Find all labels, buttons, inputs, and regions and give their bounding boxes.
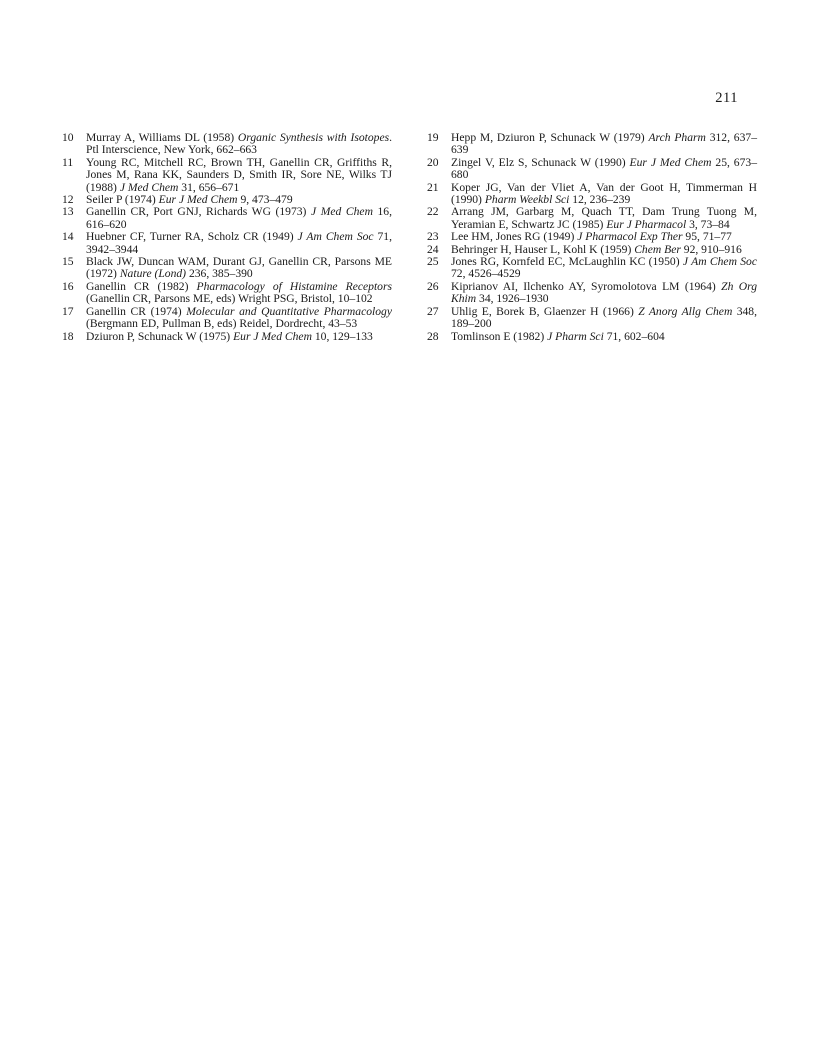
reference-text (86, 281, 392, 306)
reference-text-segment: Koper JG, Van der Vliet A, Van der Goot H, Timmerman H (1990) (451, 180, 757, 207)
reference-entry (62, 331, 392, 343)
reference-text-segment: Hepp M, Dziuron P, Schunack W (1979) (451, 131, 649, 144)
reference-text-segment: Ganellin CR (1974) (86, 304, 187, 318)
reference-number: 13 (62, 205, 74, 219)
reference-text-segment: Zingel V, Elz S, Schunack W (1990) (451, 155, 630, 169)
reference-text-segment: 3, 73–84 (686, 217, 730, 231)
reference-number: 10 (62, 131, 74, 144)
reference-title-italic: Z Anorg Allg Chem (638, 304, 733, 318)
reference-text-segment: Huebner CF, Turner RA, Scholz CR (1949) (86, 230, 298, 244)
reference-title-italic: Pharm Weekbl Sci (484, 193, 570, 207)
reference-text-segment: 10, 129–133 (311, 329, 373, 343)
reference-text (86, 132, 392, 157)
reference-text-segment: Black JW, Duncan WAM, Durant GJ, Ganellin CR, Parsons ME (1972) (86, 255, 392, 281)
reference-text-segment: 92, 910–916 (680, 242, 742, 256)
reference-text (451, 182, 757, 207)
reference-column-left (62, 132, 392, 343)
reference-text-segment: Arrang JM, Garbarg M, Quach TT, Dam Trung Tuong M, Yeramian E, Schwartz JC (1985) (451, 205, 757, 231)
reference-title-italic: J Am Chem Soc (297, 230, 374, 244)
reference-text-segment: 71, 3942–3944 (86, 230, 392, 256)
reference-entry (62, 132, 392, 157)
reference-title-italic: J Pharm Sci (547, 329, 604, 343)
reference-title-italic: Nature (Lond) (119, 267, 187, 281)
reference-text-segment: Murray A, Williams DL (1958) (86, 131, 238, 144)
reference-number: 14 (62, 230, 74, 244)
reference-text-segment: 31, 656–671 (178, 180, 240, 194)
reference-title-italic: Zh Org Khim (451, 279, 757, 306)
reference-text-segment: 16, 616–620 (86, 205, 392, 231)
reference-text (451, 306, 757, 331)
reference-number: 18 (62, 329, 74, 343)
page-number: 211 (715, 90, 738, 106)
reference-entry (427, 256, 757, 281)
reference-text-segment: Behringer H, Hauser L, Kohl K (1959) (451, 242, 635, 256)
reference-title-italic: Arch Pharm (648, 131, 706, 144)
reference-number: 28 (427, 329, 439, 343)
reference-text-segment: 9, 473–479 (237, 193, 293, 207)
reference-text-segment: Dziuron P, Schunack W (1975) (86, 329, 234, 343)
reference-entry (427, 331, 757, 343)
reference-text (451, 132, 757, 157)
reference-text (86, 331, 392, 343)
reference-text-segment: Jones RG, Kornfeld EC, McLaughlin KC (1950) (451, 255, 683, 269)
reference-entry (427, 281, 757, 306)
reference-title-italic: J Pharmacol Exp Ther (577, 230, 683, 244)
reference-text-segment: Kiprianov AI, Ilchenko AY, Syromolotova LM (1964) (451, 279, 722, 293)
reference-text-segment: 71, 602–604 (603, 329, 665, 343)
reference-entry (62, 256, 392, 281)
reference-text (86, 256, 392, 281)
reference-entry (427, 206, 757, 231)
reference-number: 11 (62, 155, 74, 169)
reference-number: 27 (427, 304, 439, 318)
reference-title-italic: J Am Chem Soc (682, 255, 758, 269)
reference-text-segment: 312, 637–639 (451, 131, 757, 157)
reference-title-italic: Eur J Med Chem (233, 329, 312, 343)
reference-entry (427, 306, 757, 331)
reference-text-segment: 25, 673–680 (451, 155, 757, 182)
reference-text (86, 157, 392, 194)
reference-entry (62, 231, 392, 256)
reference-title-italic: Eur J Med Chem (158, 193, 238, 207)
reference-number: 15 (62, 255, 74, 269)
reference-entry (62, 281, 392, 306)
reference-number: 20 (427, 155, 439, 169)
reference-number: 24 (427, 242, 439, 256)
reference-text (451, 331, 757, 343)
reference-text (86, 206, 392, 231)
reference-entry (427, 132, 757, 157)
reference-entry (62, 306, 392, 331)
reference-number: 19 (427, 131, 439, 144)
reference-text-segment: 34, 1926–1930 (476, 292, 549, 306)
reference-number: 12 (62, 193, 74, 207)
reference-text-segment: Ganellin CR, Port GNJ, Richards WG (1973) (86, 205, 311, 219)
reference-entry (427, 157, 757, 182)
reference-title-italic: Molecular and Quantitative Pharmacology (186, 304, 392, 318)
reference-list (62, 132, 757, 343)
reference-text-segment: 348, 189–200 (451, 304, 758, 331)
reference-text-segment: Young RC, Mitchell RC, Brown TH, Ganellin CR, Griffiths R, Jones M, Rana KK, Saunders D, Smith IR, Sore NE, Wilks TJ (1988) (86, 155, 392, 194)
reference-text (451, 256, 757, 281)
reference-number: 25 (427, 255, 439, 269)
reference-text-segment: 236, 385–390 (186, 267, 253, 281)
reference-text-segment: Tomlinson E (1982) (451, 329, 548, 343)
reference-number: 26 (427, 279, 439, 293)
reference-text-segment: (Bergmann ED, Pullman B, eds) Reidel, Dordrecht, 43–53 (86, 317, 358, 331)
reference-text (451, 281, 757, 306)
reference-text-segment: 72, 4526–4529 (451, 267, 521, 281)
reference-text-segment: (Ganellin CR, Parsons ME, eds) Wright PSG, Bristol, 10–102 (86, 292, 373, 306)
reference-text-segment: 95, 71–77 (682, 230, 732, 244)
reference-text-segment: . Ptl Interscience, New York, 662–663 (86, 131, 393, 157)
reference-column-right (427, 132, 757, 343)
reference-number: 23 (427, 230, 439, 244)
reference-text-segment: Seiler P (1974) (86, 193, 159, 207)
reference-text-segment: 12, 236–239 (569, 193, 631, 207)
reference-entry (427, 182, 757, 207)
reference-text-segment: Uhlig E, Borek B, Glaenzer H (1966) (451, 304, 639, 318)
reference-entry (62, 206, 392, 231)
reference-title-italic: Chem Ber (634, 242, 681, 256)
reference-title-italic: Organic Synthesis with Isotopes (237, 131, 390, 144)
reference-title-italic: Eur J Pharmacol (606, 217, 687, 231)
reference-text-segment: Lee HM, Jones RG (1949) (451, 230, 578, 244)
reference-title-italic: J Med Chem (119, 180, 179, 194)
reference-number: 17 (62, 304, 74, 318)
reference-text (451, 157, 757, 182)
reference-text-segment: Ganellin CR (1982) (86, 279, 197, 293)
reference-number: 16 (62, 279, 74, 293)
reference-title-italic: Pharmacology of Histamine Receptors (196, 279, 392, 293)
reference-title-italic: J Med Chem (311, 205, 373, 219)
reference-entry (62, 157, 392, 194)
reference-number: 22 (427, 205, 439, 219)
reference-number: 21 (427, 180, 439, 194)
reference-text (86, 306, 392, 331)
reference-text (86, 231, 392, 256)
reference-text (451, 206, 757, 231)
reference-title-italic: Eur J Med Chem (629, 155, 712, 169)
